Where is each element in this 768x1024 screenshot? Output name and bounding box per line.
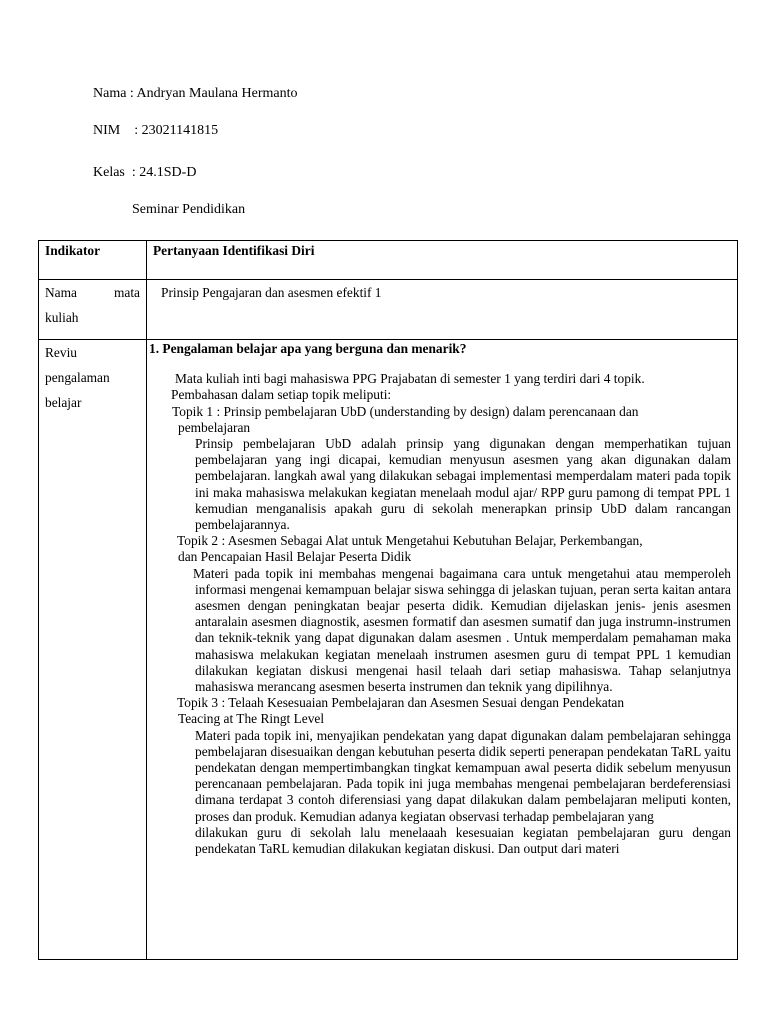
review-content-cell <box>147 340 738 960</box>
review-label <box>39 340 147 960</box>
table-header-row <box>39 241 738 280</box>
topic2-title: Topik 2 : Asesmen Sebagai Alat untuk Mengetahui Kebutuhan Belajar, Perkembangan, <box>177 533 643 549</box>
topic3-title: Topik 3 : Telaah Kesesuaian Pembelajaran dan Asesmen Sesuai dengan Pendekatan <box>177 695 625 711</box>
review-label-line1: Reviu <box>45 345 77 360</box>
review-label-line3: belajar <box>45 395 82 410</box>
student-nim: NIM : 23021141815 <box>93 123 219 138</box>
student-class: Kelas : 24.1SD-D <box>93 165 197 180</box>
review-question: 1. Pengalaman belajar apa yang berguna dan menarik? <box>149 341 467 356</box>
topic1-title: Topik 1 : Prinsip pembelajaran UbD (understanding by design) dalam perencanaan dan <box>172 403 639 419</box>
topic1-body: Prinsip pembelajaran UbD adalah prinsip yang digunakan dengan memperhatikan tujuan pembelajaran yang ingi dicapai, kemudian menyusun asesmen yang akan digunakan dalam pembelajaran. langkah awal yang dilakukan sebagai implementasi memperdalam materi pada topik ini maka mahasiswa melakukan kegiatan menelaah modul ajar/ RPP guru pamong di tempat PPL 1 kemudian menganalisis apakah guru di sekolah menerapkan prinsip UbD dalam rancangan pembelajarannya. <box>195 436 731 533</box>
review-intro: Mata kuliah inti bagi mahasiswa PPG Prajabatan di semester 1 yang terdiri dari 4 topik. <box>175 371 645 387</box>
student-name: Nama : Andryan Maulana Hermanto <box>93 86 298 101</box>
topic1-title-cont: pembelajaran <box>178 419 251 435</box>
self-identification-table <box>38 240 738 960</box>
topic3-title-cont: Teacing at The Ringt Level <box>178 711 325 727</box>
topic3-body-cont: dilakukan guru di sekolah lalu menelaaah kesesuaian kegiatan pembelajaran guru dengan pendekatan TaRL kemudian dilakukan kegiatan diskusi. Dan output dari materi <box>195 824 731 857</box>
course-value-cell <box>147 280 738 340</box>
course-label-word2: mata <box>113 285 140 300</box>
header-pertanyaan: Pertanyaan Identifikasi Diri <box>147 241 738 280</box>
course-label-word3: kuliah <box>45 310 79 325</box>
topic2-title-cont: dan Pencapaian Hasil Belajar Peserta Didik <box>178 549 412 565</box>
review-label-line2: pengalaman <box>45 370 110 385</box>
document-subtitle: Seminar Pendidikan <box>132 202 246 217</box>
topic3-body: Materi pada topik ini, menyajikan pendekatan yang dapat digunakan dalam pembelajaran sehingga pembelajaran disesuaikan dengan kebutuhan peserta didik seperti penerapan pendekatan TaRL yaitu pendekatan dengan mempertimbangkan tingkat kemampuan awal peserta didik sebelum menyusun perencanaan pembelajaran. Pada topik ini juga membahas mengenai pembelajaran berdeferensiasi dimana terdapat 3 contoh diferensiasi yang dapat dilakukan dalam pembelajaran meliputi konten, proses dan produk. Kemudian adanya kegiatan observasi terhadap pembelajaran yang <box>195 727 731 824</box>
header-indikator: Indikator <box>39 241 147 280</box>
review-intro-list: Pembahasan dalam setiap topik meliputi: <box>171 387 392 403</box>
course-value: Prinsip Pengajaran dan asesmen efektif 1 <box>161 285 382 300</box>
table-row-course <box>39 280 738 340</box>
table-row-review <box>39 340 738 960</box>
course-label-word1: Nama <box>45 285 77 300</box>
course-label <box>39 280 147 340</box>
topic2-body: Materi pada topik ini membahas mengenai bagaimana cara untuk mengetahui atau memperoleh informasi mengenai kemampuan belajar siswa sehingga di jelaskan tujuan, peran serta kaitan antara asesmen dengan peningkatan beajar peserta didik. Kemudian dijelaskan jenis- jenis asesmen antaralain asesmen diagnostik, asesmen formatif dan asesmen sumatif dan juga instrumn-instrumen dan teknik-teknik yang dapat digunakan dalam asesmen . Untuk memperdalam pemahaman maka mahasiswa melakukan kegiatan menelaah instrumen asesmen guru di tempat PPL 1 kemudian dilakukan kegiatan diskusi mengenai hasil telaah dari setiap mahasiswa. Tahap selanjutnya mahasiswa merancang asesmen beserta instrumen dan teknik yang dipilihnya. <box>193 565 731 695</box>
